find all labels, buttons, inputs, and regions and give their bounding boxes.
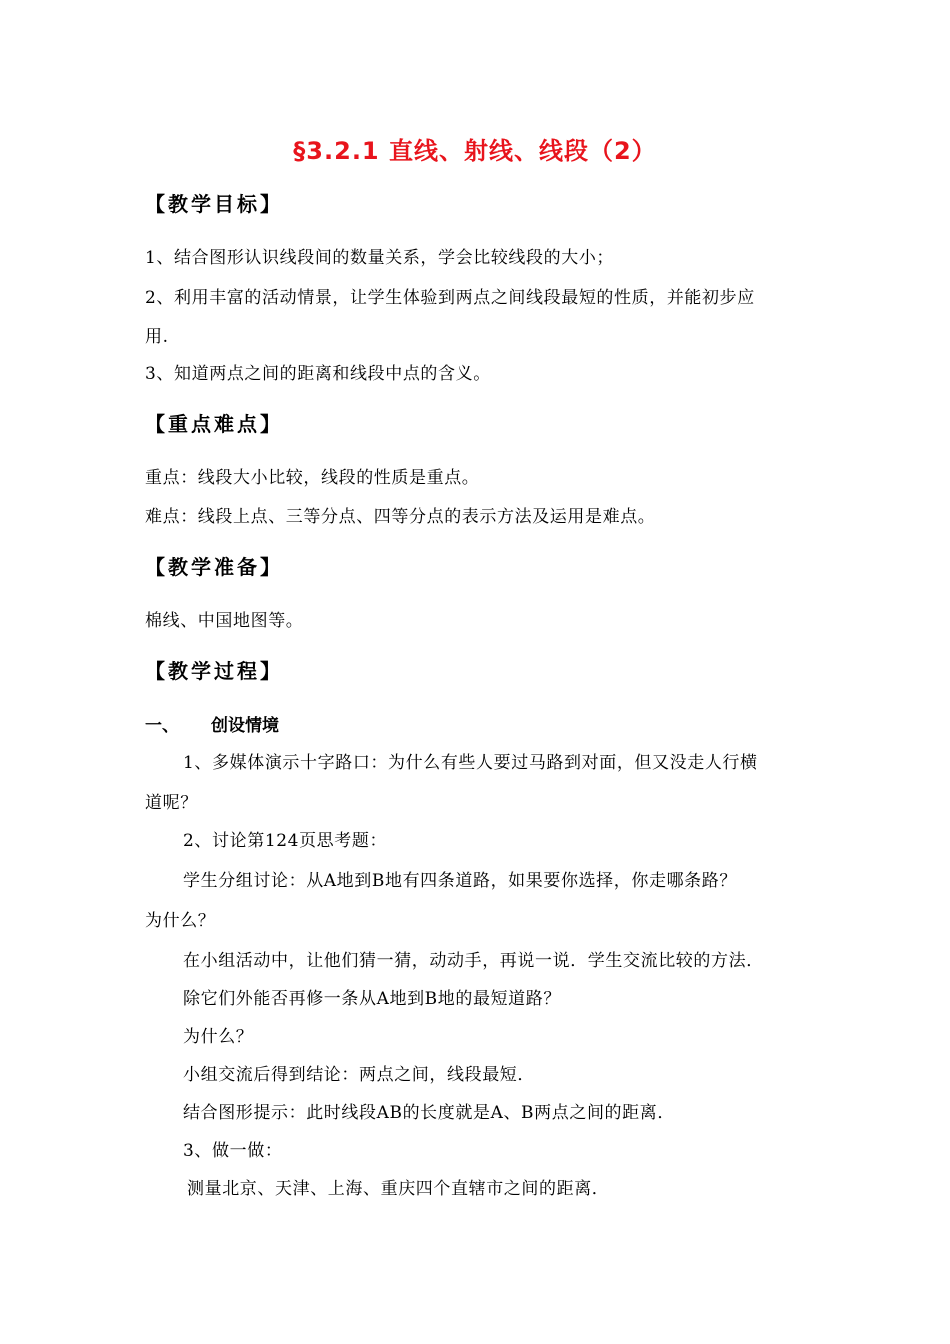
keypoint-difficulty: 难点：线段上点、三等分点、四等分点的表示方法及运用是难点。 — [145, 507, 656, 527]
goal-item-1: 1、结合图形认识线段间的数量关系，学会比较线段的大小； — [145, 248, 615, 268]
process-line-5: 除它们外能否再修一条从A地到B地的最短道路？ — [183, 989, 561, 1009]
process-line-2: 2、讨论第124页思考题： — [183, 831, 388, 851]
process-line-1-cont: 道呢？ — [145, 793, 198, 813]
process-line-6: 为什么？ — [183, 1027, 254, 1047]
prep-heading: 【教学准备】 — [145, 555, 283, 579]
keypoint-focus: 重点：线段大小比较，线段的性质是重点。 — [145, 468, 480, 488]
process-line-7: 小组交流后得到结论：两点之间，线段最短． — [183, 1065, 535, 1085]
section-label: 创设情境 — [211, 716, 279, 736]
process-heading: 【教学过程】 — [145, 659, 283, 683]
keypoints-heading: 【重点难点】 — [145, 412, 283, 436]
goal-item-3: 3、知道两点之间的距离和线段中点的含义。 — [145, 364, 491, 384]
process-line-3: 学生分组讨论：从A地到B地有四条道路，如果要你选择，你走哪条路？ — [183, 871, 737, 891]
page-title: §3.2.1 直线、射线、线段（2） — [293, 137, 657, 165]
goal-item-2: 2、利用丰富的活动情景，让学生体验到两点之间线段最短的性质，并能初步应 — [145, 288, 755, 308]
process-line-8: 结合图形提示：此时线段AB的长度就是A、B两点之间的距离． — [183, 1103, 675, 1123]
process-line-4: 在小组活动中，让他们猜一猜，动动手，再说一说．学生交流比较的方法． — [183, 951, 764, 971]
process-line-10: 测量北京、天津、上海、重庆四个直辖市之间的距离． — [187, 1179, 610, 1199]
process-line-9: 3、做一做： — [183, 1141, 283, 1161]
goals-heading: 【教学目标】 — [145, 192, 283, 216]
goal-item-2-cont: 用. — [145, 327, 169, 347]
process-line-3-cont: 为什么？ — [145, 911, 216, 931]
process-line-1: 1、多媒体演示十字路口：为什么有些人要过马路到对面，但又没走人行横 — [183, 753, 758, 773]
prep-item: 棉线、中国地图等。 — [145, 611, 304, 631]
section-number: 一、 — [145, 716, 179, 736]
section-heading-1 — [145, 711, 279, 736]
